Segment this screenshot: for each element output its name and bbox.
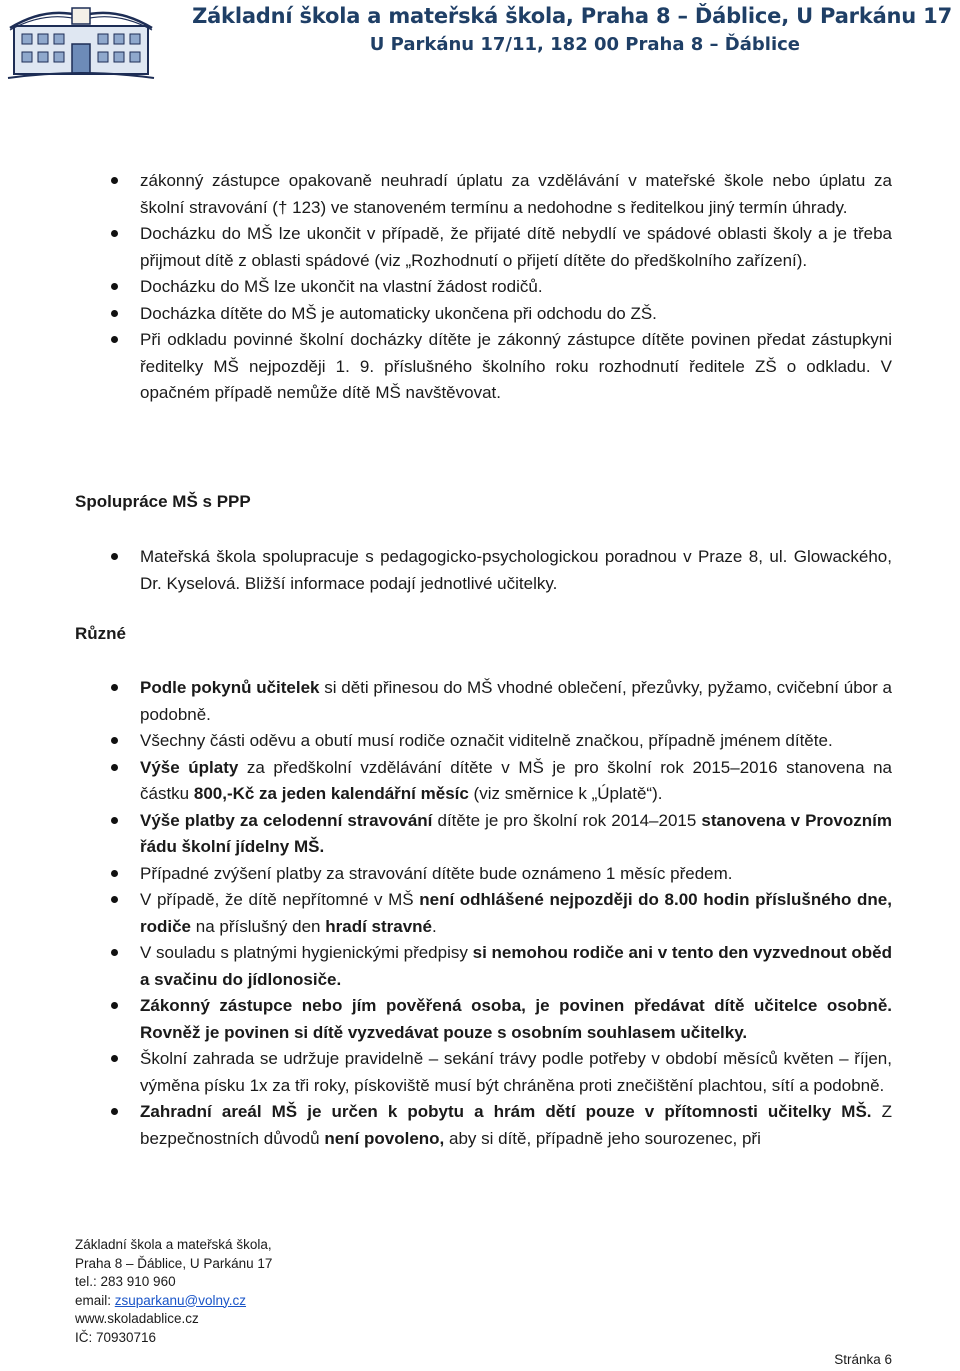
footer-phone: tel.: 283 910 960 [75, 1274, 176, 1289]
header-address: U Parkánu 17/11, 182 00 Praha 8 – Ďáblice [369, 34, 800, 55]
ppp-cooperation-list [108, 544, 892, 597]
list-item: Všechny části oděvu a obutí musí rodiče označit viditelně značkou, případně jménem dítěte. [108, 728, 892, 755]
footer-contact [75, 1236, 272, 1347]
list-item: Zahradní areál MŠ je určen k pobytu a hrám dětí pouze v přítomnosti učitelky MŠ. Z bezpečnostních důvodů není povoleno, aby si dítě, případně jeho sourozenec, při [108, 1099, 892, 1152]
list-item: Výše úplaty za předškolní vzdělávání dítěte v MŠ je pro školní rok 2015–2016 stanovena na částku 800,-Kč za jeden kalendářní měsíc (viz směrnice k „Úplatě“). [108, 755, 892, 808]
footer-ic: IČ: 70930716 [75, 1329, 157, 1345]
list-item: zákonný zástupce opakovaně neuhradí úplatu za vzdělávání v mateřské škole nebo úplatu za školní stravování († 123) ve stanoveném termínu a nedohodne s ředitelkou jiný termín úhrady. [108, 168, 892, 221]
list-item: Případné zvýšení platby za stravování dítěte bude oznámeno 1 měsíc předem. [108, 861, 892, 888]
list-item: V případě, že dítě nepřítomné v MŠ není odhlášené nejpozději do 8.00 hodin příslušného dne, rodiče na příslušný den hradí stravné. [108, 887, 892, 940]
email-link[interactable]: zsuparkanu@volny.cz [114, 1292, 247, 1308]
list-item: V souladu s platnými hygienickými předpisy si nemohou rodiče ani v tento den vyzvednout oběd a svačinu do jídlonosiče. [108, 940, 892, 993]
list-item: Mateřská škola spolupracuje s pedagogicko-psychologickou poradnou v Praze 8, ul. Glowackého, Dr. Kyselová. Bližší informace podají jednotlivé učitelky. [108, 544, 892, 597]
termination-conditions-list [108, 168, 892, 407]
list-item: Docházka dítěte do MŠ je automaticky ukončena při odchodu do ZŠ. [108, 301, 892, 328]
page-number: Stránka 6 [834, 1352, 892, 1367]
footer-website: www.skoladablice.cz [75, 1311, 199, 1326]
list-item: Zákonný zástupce nebo jím pověřená osoba, je povinen předávat dítě učitelce osobně. Rovněž je povinen si dítě vyzvedávat pouze s osobním souhlasem učitelky. [108, 993, 892, 1046]
footer-address: Praha 8 – Ďáblice, U Parkánu 17 [75, 1255, 273, 1271]
list-item: Docházku do MŠ lze ukončit v případě, že přijaté dítě nebydlí ve spádové oblasti školy a je třeba přijmout dítě z oblasti spádové (viz „Rozhodnutí o přijetí dítěte do předškolního zařízení). [108, 221, 892, 274]
miscellaneous-list [108, 675, 892, 1152]
section-heading-ruzne: Různé [75, 624, 126, 643]
list-item: Podle pokynů učitelek si děti přinesou do MŠ vhodné oblečení, přezůvky, pyžamo, cvičební úbor a podobně. [108, 675, 892, 728]
list-item: Školní zahrada se udržuje pravidelně – sekání trávy podle potřeby v období měsíců květen – říjen, výměna písku 1x za tři roky, pískoviště musí být chráněna proti znečištění plachtou, sítí a podobně. [108, 1046, 892, 1099]
footer-school-name: Základní škola a mateřská škola, [75, 1237, 272, 1252]
list-item: Docházku do MŠ lze ukončit na vlastní žádost rodičů. [108, 274, 892, 301]
header-school-name: Základní škola a mateřská škola, Praha 8 – Ďáblice, U Parkánu 17 [192, 4, 952, 28]
school-building-logo [6, 2, 156, 82]
list-item: Výše platby za celodenní stravování dítěte je pro školní rok 2014–2015 stanovena v Provozním řádu školní jídelny MŠ. [108, 808, 892, 861]
list-item: Při odkladu povinné školní docházky dítěte je zákonný zástupce dítěte povinen předat zástupkyni ředitelky MŠ nejpozději 1. 9. příslušného školního roku rozhodnutí ředitele ZŠ o odkladu. V opačném případě nemůže dítě MŠ navštěvovat. [108, 327, 892, 407]
section-heading-ppp: Spolupráce MŠ s PPP [75, 492, 251, 511]
footer-email-line: email: zsuparkanu@volny.cz [75, 1292, 247, 1308]
